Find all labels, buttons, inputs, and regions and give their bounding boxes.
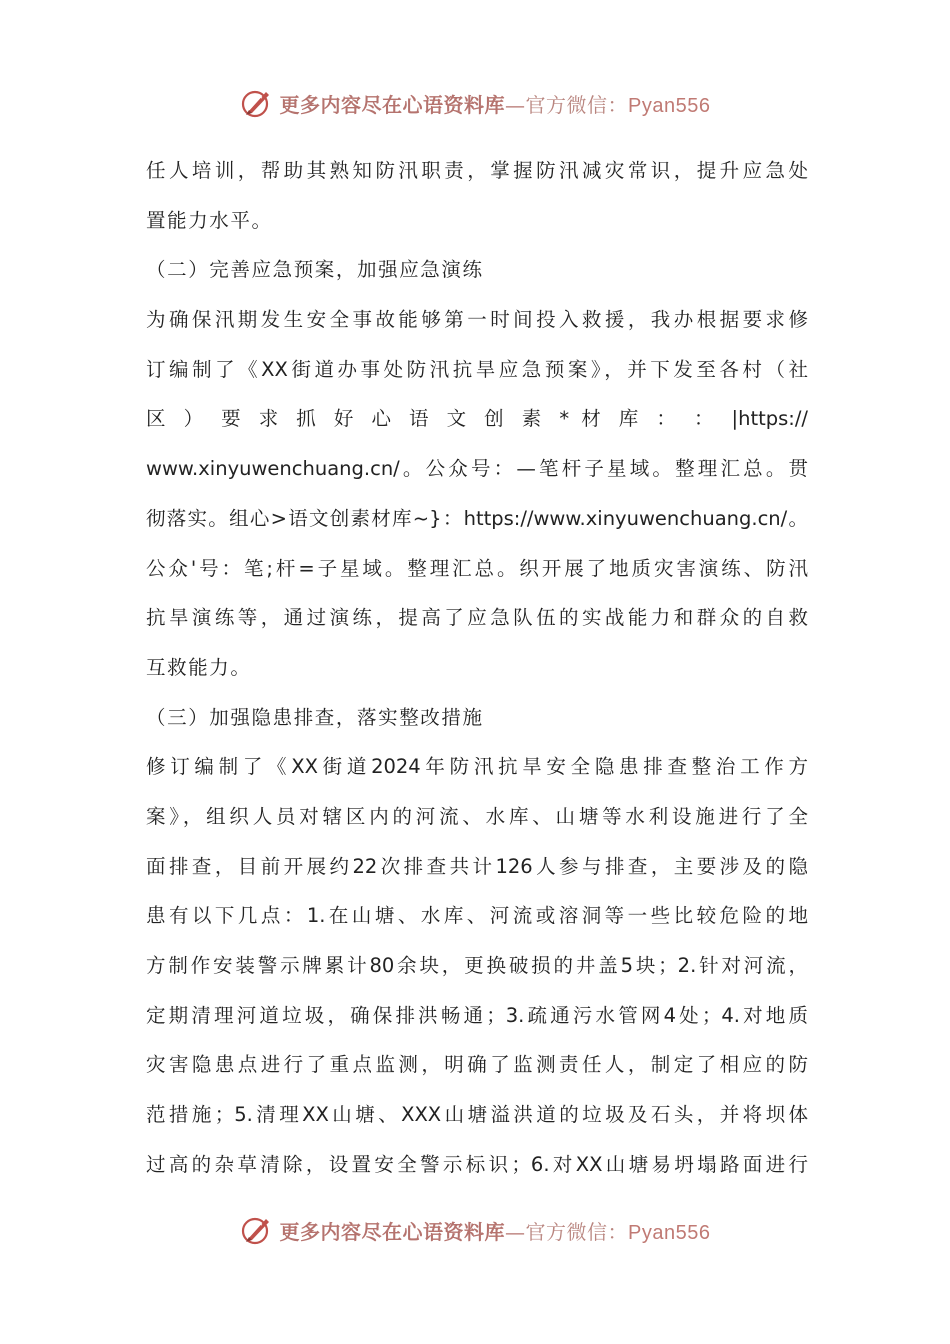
body-line: 方制作安装警示牌累计80余块，更换破损的井盖5块；2.针对河流，: [146, 954, 808, 977]
watermark-wechat-id: Pyan556: [628, 94, 711, 117]
watermark-text: [280, 89, 711, 118]
body-line: 面排查，目前开展约22次排查共计126人参与排查，主要涉及的隐: [146, 854, 808, 878]
body-line: 患有以下几点：1.在山塘、水库、河流或溶洞等一些比较危险的地: [146, 904, 808, 928]
section-heading: （二）完善应急预案，加强应急演练: [146, 258, 484, 282]
section-heading: （三）加强隐患排查，落实整改措施: [146, 705, 484, 729]
body-line: 区 ） 要 求 抓 好 心 语 文 创 素 * 材 库 ： ： |https://: [146, 407, 808, 431]
watermark-slogan: 更多内容尽在心语资料库: [279, 1219, 506, 1244]
body-line: 案》，组织人员对辖区内的河流、水库、山塘等水利设施进行了全: [146, 804, 808, 828]
body-line: www.xinyuwenchuang.cn/。公众号：—笔杆子星域。整理汇总。贯: [146, 457, 808, 481]
footer-watermark: [0, 1210, 950, 1250]
body-line: 抗旱演练等，通过演练，提高了应急队伍的实战能力和群众的自救: [146, 606, 808, 630]
body-line: 范措施；5.清理XX山塘、XXX山塘溢洪道的垃圾及石头，并将坝体: [146, 1103, 808, 1127]
watermark-dash: —: [505, 1219, 526, 1244]
watermark-slogan: 更多内容尽在心语资料库: [279, 92, 506, 117]
body-line: 为确保汛期发生安全事故能够第一时间投入救援，我办根据要求修: [146, 308, 808, 332]
body-line: 置能力水平。: [146, 208, 273, 232]
body-line: 过高的杂草清除，设置安全警示标识；6.对XX山塘易坍塌路面进行: [146, 1152, 808, 1176]
body-line: 公众'号：笔;杆=子星域。整理汇总。织开展了地质灾害演练、防汛: [146, 556, 808, 580]
watermark-wechat-label: 官方微信：: [525, 1219, 629, 1244]
watermark-wechat-id: Pyan556: [628, 1221, 711, 1244]
watermark-text: [280, 1216, 711, 1245]
header-watermark: [0, 83, 950, 123]
body-line: 定期清理河道垃圾，确保排洪畅通；3.疏通污水管网4处；4.对地质: [146, 1003, 808, 1027]
quill-logo-icon: [240, 1213, 274, 1247]
watermark-wechat-label: 官方微信：: [525, 92, 629, 117]
body-line: 互救能力。: [146, 655, 252, 679]
body-line: 修订编制了《XX街道2024年防汛抗旱安全隐患排查整治工作方: [146, 755, 808, 779]
quill-logo-icon: [240, 86, 274, 120]
watermark-dash: —: [505, 92, 526, 117]
body-line: 灾害隐患点进行了重点监测，明确了监测责任人，制定了相应的防: [146, 1053, 808, 1077]
body-line: 彻落实。组心>语文创素材库~}：https://www.xinyuwenchuang.cn/。: [146, 506, 808, 530]
document-body: [146, 146, 808, 1189]
body-line: 订编制了《XX街道办事处防汛抗旱应急预案》，并下发至各村（社: [146, 357, 808, 381]
body-line: 任人培训，帮助其熟知防汛职责，掌握防汛减灾常识，提升应急处: [146, 159, 808, 182]
